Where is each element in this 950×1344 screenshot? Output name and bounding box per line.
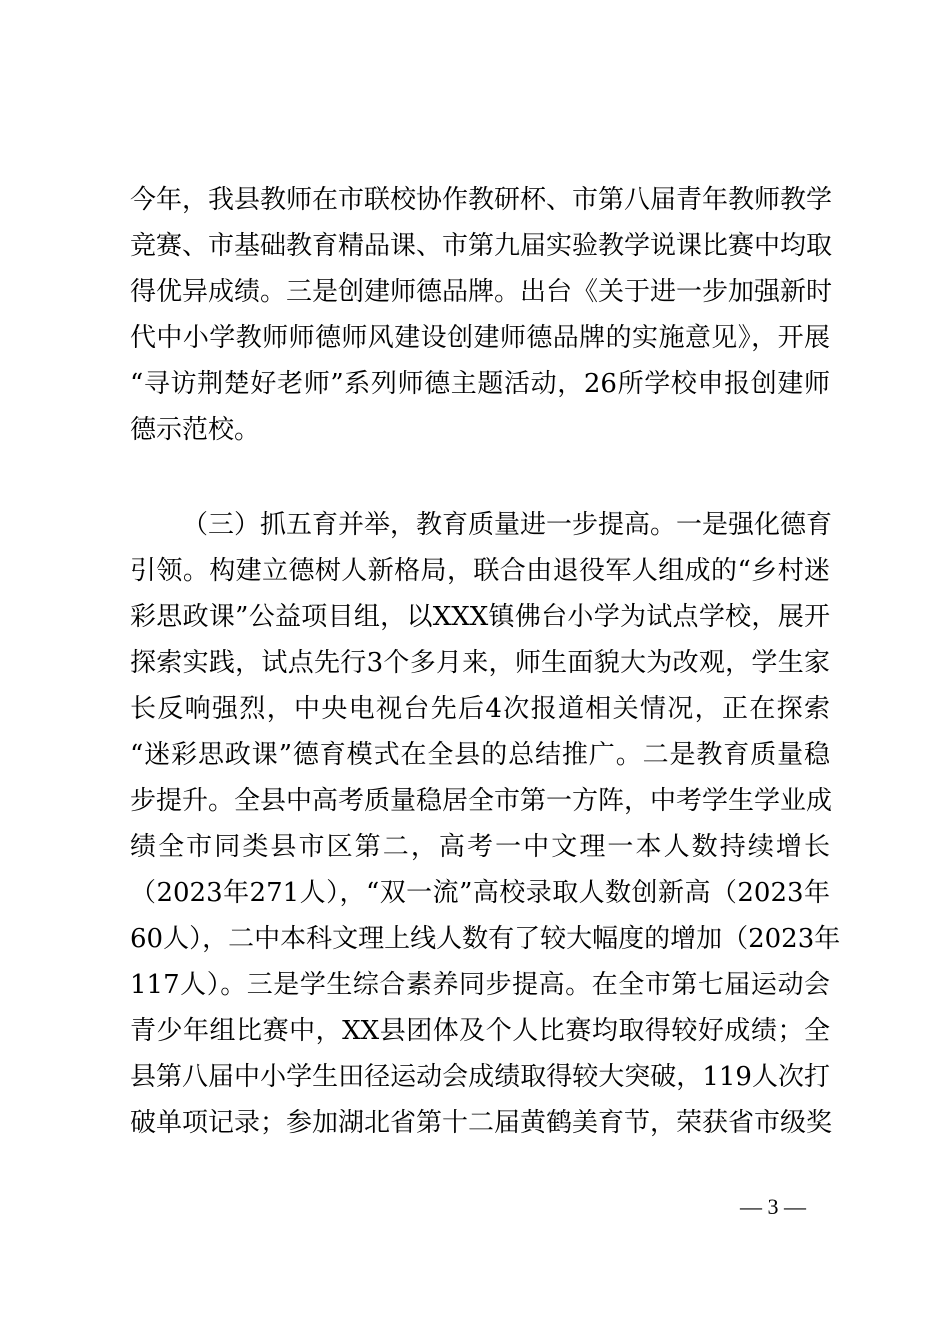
- page-number: — 3 —: [740, 1194, 806, 1219]
- text-line: 步提升。全县中高考质量稳居全市第一方阵，中考学生学业成: [130, 786, 833, 816]
- text-line: 竞赛、市基础教育精品课、市第九届实验教学说课比赛中均取: [130, 231, 833, 261]
- text-line: 60人），二中本科文理上线人数有了较大幅度的增加（2023年: [130, 924, 841, 954]
- text-line: 青少年组比赛中，XX县团体及个人比赛均取得较好成绩；全: [130, 1016, 830, 1046]
- text-line: 得优异成绩。三是创建师德品牌。出台《关于进一步加强新时: [130, 277, 833, 307]
- text-line: 彩思政课”公益项目组，以XXX镇佛台小学为试点学校，展开: [130, 602, 830, 632]
- text-line: 绩全市同类县市区第二，高考一中文理一本人数持续增长: [130, 832, 830, 862]
- text-line: 引领。构建立德树人新格局，联合由退役军人组成的“乡村迷: [130, 556, 830, 586]
- text-line: 今年，我县教师在市联校协作教研杯、市第八届青年教师教学: [130, 185, 833, 215]
- text-line: 长反响强烈，中央电视台先后4次报道相关情况，正在探索: [130, 694, 830, 724]
- text-line: 德示范校。: [130, 415, 261, 445]
- text-line: 117人）。三是学生综合素养同步提高。在全市第七届运动会: [130, 970, 830, 1000]
- text-line: （三）抓五育并举，教育质量进一步提高。一是强化德育: [182, 510, 833, 540]
- text-line: “寻访荆楚好老师”系列师德主题活动，26所学校申报创建师: [130, 369, 830, 399]
- text-line: 探索实践，试点先行3个多月来，师生面貌大为改观，学生家: [130, 648, 830, 678]
- text-line: 破单项记录；参加湖北省第十二届黄鹤美育节，荣获省市级奖: [130, 1108, 833, 1138]
- text-line: （2023年271人），“双一流”高校录取人数创新高（2023年: [130, 878, 830, 908]
- text-line: “迷彩思政课”德育模式在全县的总结推广。二是教育质量稳: [130, 740, 830, 770]
- text-line: 县第八届中小学生田径运动会成绩取得较大突破，119人次打: [130, 1062, 830, 1092]
- text-line: 代中小学教师师德师风建设创建师德品牌的实施意见》，开展: [130, 323, 830, 353]
